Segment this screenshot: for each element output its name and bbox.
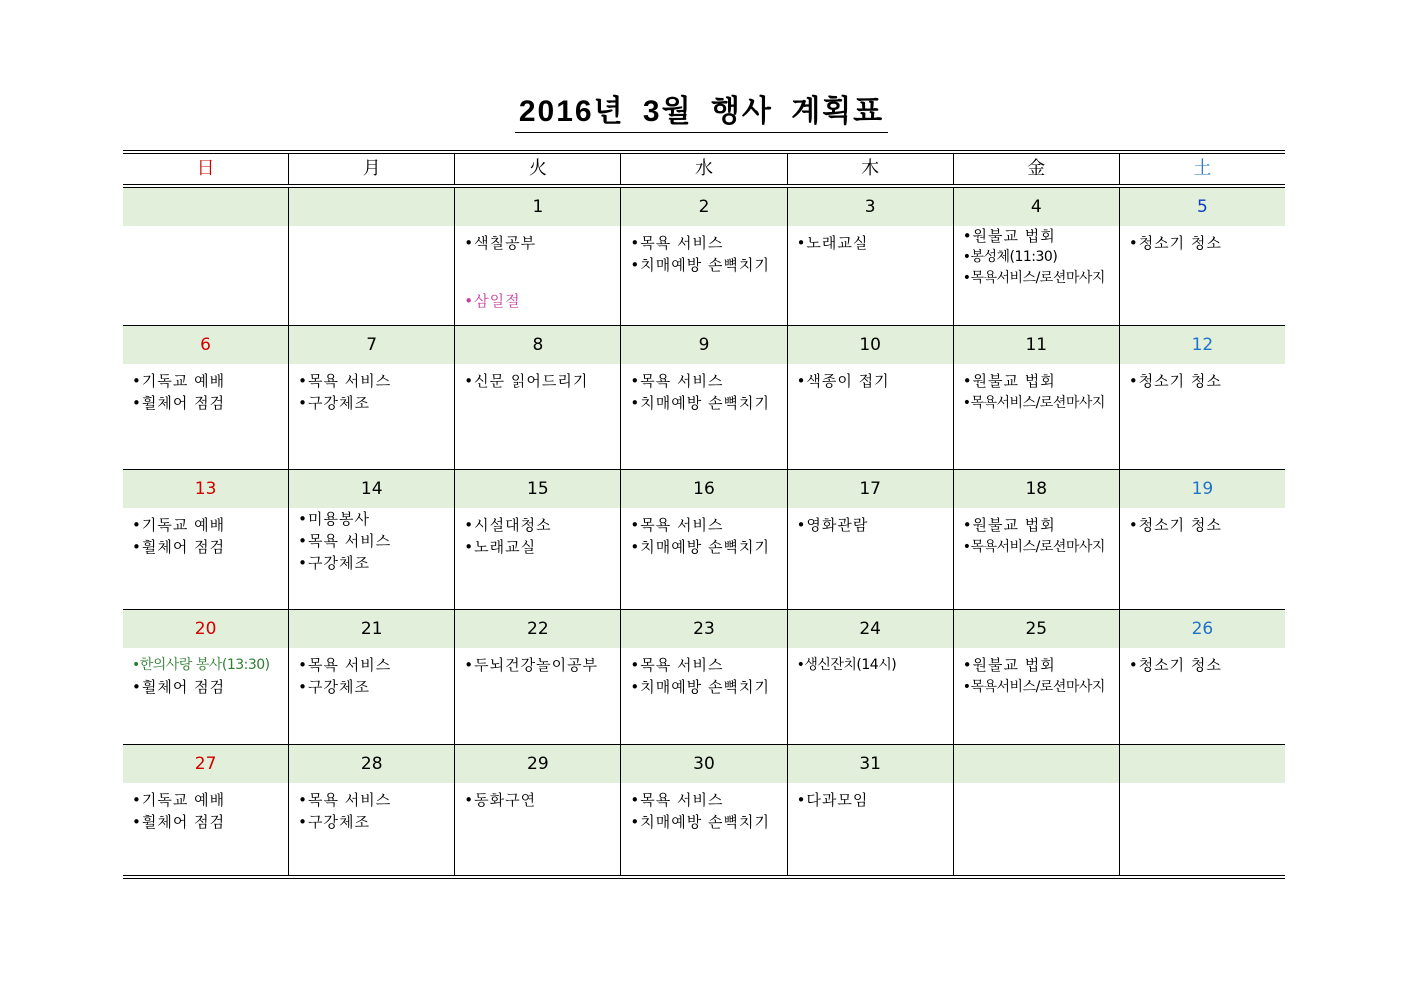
day-number: 11 — [954, 326, 1119, 364]
day-number: 8 — [455, 326, 620, 364]
day-number: 28 — [289, 745, 454, 783]
day-number — [123, 188, 288, 226]
event-item: •다과모임 — [796, 791, 869, 809]
calendar-day-cell — [455, 470, 621, 609]
event-item: •원불교 법회 — [962, 516, 1056, 534]
calendar-day-cell — [455, 610, 621, 744]
event-item: •목욕 서비스 — [298, 372, 392, 390]
day-events — [621, 508, 786, 609]
day-number: 24 — [788, 610, 953, 648]
calendar-day-cell — [123, 470, 289, 609]
day-events — [455, 508, 620, 609]
day-number: 20 — [123, 610, 288, 648]
day-events — [621, 783, 786, 875]
calendar-day-cell — [954, 470, 1120, 609]
calendar-day-cell — [788, 745, 954, 875]
weekday-wed: 水 — [621, 154, 787, 184]
weekday-sun: 日 — [123, 154, 289, 184]
day-events — [954, 508, 1119, 609]
calendar-day-cell — [289, 188, 455, 325]
day-events — [954, 783, 1119, 875]
day-events — [123, 364, 288, 469]
day-number: 16 — [621, 470, 786, 508]
day-events — [455, 364, 620, 469]
day-number: 2 — [621, 188, 786, 226]
event-item: •구강체조 — [298, 394, 370, 412]
event-item: •두뇌건강놀이공부 — [464, 656, 599, 674]
day-events — [1120, 648, 1285, 744]
event-item: •원불교 법회 — [962, 372, 1056, 390]
event-item: •봉성체(11:30) — [962, 249, 1058, 265]
day-number: 15 — [455, 470, 620, 508]
event-item: •노래교실 — [464, 538, 537, 556]
event-item: •치매예방 손뼉치기 — [630, 678, 770, 696]
day-number: 6 — [123, 326, 288, 364]
page-title-wrap — [0, 86, 1403, 133]
event-item: •목욕 서비스 — [298, 791, 392, 809]
holiday-note: •삼일절 — [464, 292, 521, 310]
day-number: 7 — [289, 326, 454, 364]
day-events — [1120, 508, 1285, 609]
calendar-day-cell — [1120, 745, 1285, 875]
day-events — [455, 783, 620, 875]
day-events — [788, 783, 953, 875]
event-item: •목욕 서비스 — [298, 656, 392, 674]
event-item: •휠체어 점검 — [132, 678, 226, 696]
event-item: •치매예방 손뼉치기 — [630, 256, 770, 274]
day-number — [1120, 745, 1285, 783]
day-number: 26 — [1120, 610, 1285, 648]
event-item: •한의사랑 봉사(13:30) — [132, 657, 270, 673]
event-item: •기독교 예배 — [132, 791, 226, 809]
calendar-day-cell — [455, 326, 621, 469]
event-item: •청소기 청소 — [1128, 516, 1222, 534]
calendar-weeks — [123, 188, 1285, 879]
event-item: •목욕서비스/로션마사지 — [962, 539, 1105, 555]
event-item: •목욕 서비스 — [630, 791, 724, 809]
day-events — [621, 648, 786, 744]
day-events — [954, 364, 1119, 469]
day-events — [1120, 226, 1285, 325]
day-events — [788, 648, 953, 744]
event-item: •구강체조 — [298, 554, 370, 572]
day-number: 19 — [1120, 470, 1285, 508]
event-item: •목욕 서비스 — [630, 372, 724, 390]
day-number: 23 — [621, 610, 786, 648]
calendar-day-cell — [289, 326, 455, 469]
event-item: •색종이 접기 — [796, 372, 890, 390]
calendar-day-cell — [1120, 188, 1285, 325]
weekday-thu: 木 — [788, 154, 954, 184]
event-item: •휠체어 점검 — [132, 394, 226, 412]
day-events — [123, 226, 288, 325]
day-number: 25 — [954, 610, 1119, 648]
event-item: •노래교실 — [796, 234, 869, 252]
event-item: •휠체어 점검 — [132, 538, 226, 556]
event-item: •목욕서비스/로션마사지 — [962, 679, 1105, 695]
day-events — [123, 648, 288, 744]
event-item: •치매예방 손뼉치기 — [630, 813, 770, 831]
calendar-day-cell — [954, 188, 1120, 325]
event-item: •미용봉사 — [298, 510, 370, 528]
calendar-day-cell — [954, 610, 1120, 744]
event-item: •청소기 청소 — [1128, 234, 1222, 252]
day-number: 1 — [455, 188, 620, 226]
day-number: 17 — [788, 470, 953, 508]
calendar-day-cell — [621, 470, 787, 609]
day-events — [123, 508, 288, 609]
day-events — [1120, 364, 1285, 469]
day-number: 14 — [289, 470, 454, 508]
day-events — [123, 783, 288, 875]
calendar-day-cell — [621, 745, 787, 875]
day-events — [289, 226, 454, 325]
calendar-day-cell — [621, 188, 787, 325]
weekday-fri: 金 — [954, 154, 1120, 184]
event-item: •청소기 청소 — [1128, 372, 1222, 390]
day-number: 3 — [788, 188, 953, 226]
day-events — [289, 648, 454, 744]
calendar-day-cell — [289, 610, 455, 744]
event-item: •구강체조 — [298, 678, 370, 696]
calendar-day-cell — [455, 745, 621, 875]
calendar-week-row — [123, 188, 1285, 326]
calendar-table — [123, 150, 1285, 879]
page-title: 2016년 3월 행사 계획표 — [515, 86, 888, 133]
weekday-mon: 月 — [289, 154, 455, 184]
event-item: •기독교 예배 — [132, 372, 226, 390]
day-events — [954, 226, 1119, 325]
day-events — [289, 508, 454, 609]
calendar-day-cell — [788, 470, 954, 609]
event-item: •원불교 법회 — [962, 656, 1056, 674]
day-events — [289, 364, 454, 469]
event-item: •기독교 예배 — [132, 516, 226, 534]
day-number — [289, 188, 454, 226]
day-number: 22 — [455, 610, 620, 648]
calendar-week-row — [123, 745, 1285, 879]
event-item: •신문 읽어드리기 — [464, 372, 589, 390]
calendar-day-cell — [1120, 470, 1285, 609]
day-number: 4 — [954, 188, 1119, 226]
weekday-header-row — [123, 150, 1285, 188]
calendar-day-cell — [123, 326, 289, 469]
calendar-day-cell — [123, 745, 289, 875]
event-item: •영화관람 — [796, 516, 869, 534]
day-number: 21 — [289, 610, 454, 648]
day-events — [1120, 783, 1285, 875]
calendar-day-cell — [621, 610, 787, 744]
day-number: 27 — [123, 745, 288, 783]
calendar-week-row — [123, 326, 1285, 470]
day-number: 12 — [1120, 326, 1285, 364]
day-events — [621, 364, 786, 469]
day-events — [289, 783, 454, 875]
day-events — [455, 226, 620, 325]
event-item: •목욕 서비스 — [630, 656, 724, 674]
calendar-day-cell — [621, 326, 787, 469]
calendar-day-cell — [788, 610, 954, 744]
day-events — [455, 648, 620, 744]
calendar-week-row — [123, 470, 1285, 610]
calendar-day-cell — [788, 326, 954, 469]
event-item: •구강체조 — [298, 813, 370, 831]
day-events — [788, 508, 953, 609]
day-number: 5 — [1120, 188, 1285, 226]
calendar-day-cell — [455, 188, 621, 325]
calendar-day-cell — [289, 470, 455, 609]
weekday-tue: 火 — [455, 154, 621, 184]
event-item: •목욕서비스/로션마사지 — [962, 270, 1105, 286]
event-item: •동화구연 — [464, 791, 537, 809]
day-number: 13 — [123, 470, 288, 508]
day-number: 18 — [954, 470, 1119, 508]
calendar-day-cell — [954, 326, 1120, 469]
event-item: •색칠공부 — [464, 234, 537, 252]
calendar-week-row — [123, 610, 1285, 745]
day-number: 30 — [621, 745, 786, 783]
calendar-day-cell — [1120, 610, 1285, 744]
day-events — [954, 648, 1119, 744]
day-number: 9 — [621, 326, 786, 364]
calendar-day-cell — [123, 188, 289, 325]
day-events — [621, 226, 786, 325]
calendar-day-cell — [1120, 326, 1285, 469]
calendar-day-cell — [788, 188, 954, 325]
event-item: •목욕 서비스 — [630, 234, 724, 252]
calendar-day-cell — [289, 745, 455, 875]
day-number: 31 — [788, 745, 953, 783]
calendar-day-cell — [954, 745, 1120, 875]
event-item: •치매예방 손뼉치기 — [630, 538, 770, 556]
event-item: •생신잔치(14시) — [796, 657, 897, 673]
day-number: 29 — [455, 745, 620, 783]
calendar-day-cell — [123, 610, 289, 744]
event-item: •목욕 서비스 — [298, 532, 392, 550]
event-item: •원불교 법회 — [962, 227, 1056, 245]
weekday-sat: 土 — [1193, 158, 1212, 179]
day-events — [788, 226, 953, 325]
event-item: •시설대청소 — [464, 516, 552, 534]
event-item: •치매예방 손뼉치기 — [630, 394, 770, 412]
event-item: •목욕 서비스 — [630, 516, 724, 534]
event-item: •목욕서비스/로션마사지 — [962, 395, 1105, 411]
day-number: 10 — [788, 326, 953, 364]
day-number — [954, 745, 1119, 783]
day-events — [788, 364, 953, 469]
event-item: •청소기 청소 — [1128, 656, 1222, 674]
event-item: •휠체어 점검 — [132, 813, 226, 831]
